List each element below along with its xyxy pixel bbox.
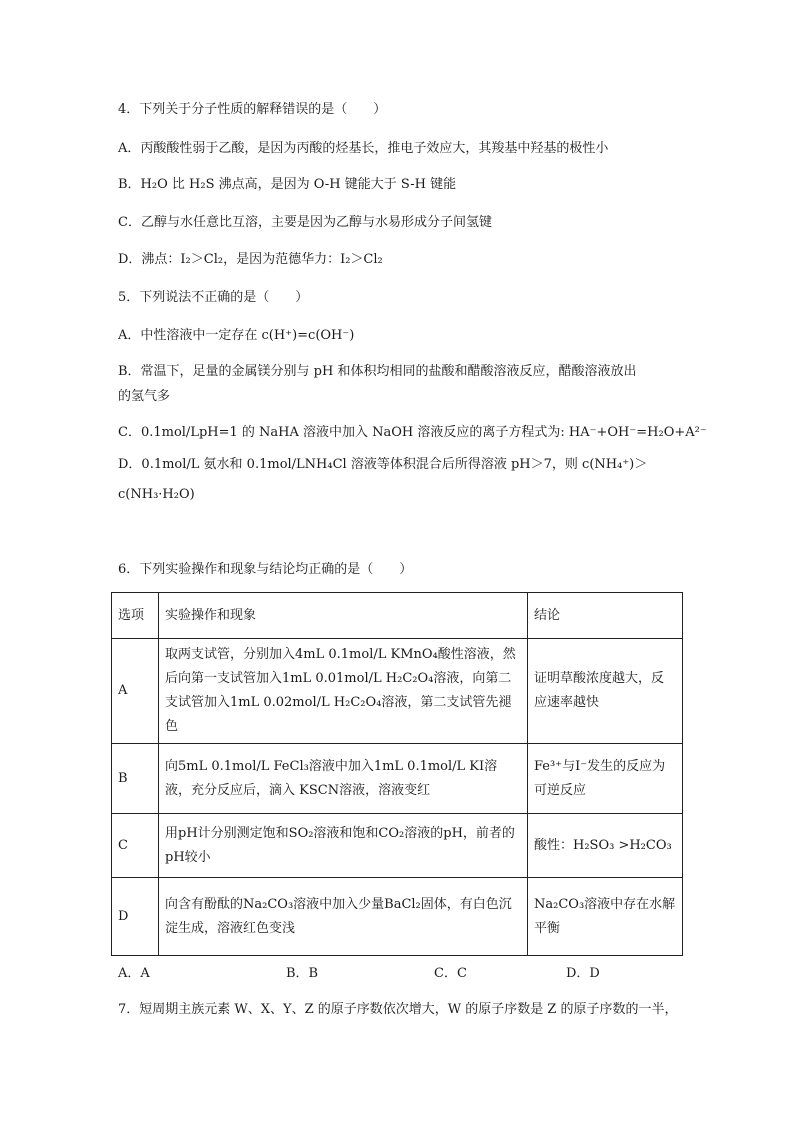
question-4-option-a: A．丙酸酸性弱于乙酸，是因为丙酸的烃基长，推电子效应大，其羧基中羟基的极性小 xyxy=(118,141,609,156)
row-option: C xyxy=(112,814,159,878)
table-row xyxy=(112,878,683,956)
question-5-option-b-line1: B．常温下，足量的金属镁分别与 pH 和体积均相同的盐酸和醋酸溶液反应，醋酸溶液放出 xyxy=(118,364,637,379)
table-row xyxy=(112,814,683,878)
row-operation: 用pH计分别测定饱和SO₂溶液和饱和CO₂溶液的pH，前者的pH较小 xyxy=(159,814,528,878)
table-header-row xyxy=(112,593,683,639)
question-5-option-a: A．中性溶液中一定存在 c(H⁺)=c(OH⁻) xyxy=(118,328,355,343)
row-option: D xyxy=(112,878,159,956)
experiment-table xyxy=(111,592,683,956)
row-conclusion: Na₂CO₃溶液中存在水解平衡 xyxy=(528,878,683,956)
question-5-option-d-line2: c(NH₃·H₂O) xyxy=(118,487,195,502)
question-5-option-b-line2: 的氢气多 xyxy=(118,389,171,404)
row-conclusion: 酸性：H₂SO₃ >H₂CO₃ xyxy=(528,814,683,878)
question-6-option-a: A．A xyxy=(118,966,150,981)
question-6-option-b: B．B xyxy=(286,966,319,981)
question-4-option-d: D．沸点：I₂＞Cl₂，是因为范德华力：I₂＞Cl₂ xyxy=(118,252,383,267)
header-option: 选项 xyxy=(112,593,159,639)
question-4-option-b: B．H₂O 比 H₂S 沸点高，是因为 O-H 键能大于 S-H 键能 xyxy=(118,177,457,192)
question-5-option-c: C．0.1mol/LpH=1 的 NaHA 溶液中加入 NaOH 溶液反应的离子方程式为: HA⁻+OH⁻=H₂O+A²⁻ xyxy=(118,425,707,440)
question-5-stem: 5．下列说法不正确的是（ ） xyxy=(118,290,309,305)
question-6-stem: 6．下列实验操作和现象与结论均正确的是（ ） xyxy=(118,562,413,577)
question-4-option-c: C．乙醇与水任意比互溶，主要是因为乙醇与水易形成分子间氢键 xyxy=(118,215,492,230)
question-4-stem: 4．下列关于分子性质的解释错误的是（ ） xyxy=(118,102,387,117)
question-6-option-d: D．D xyxy=(566,966,600,981)
row-operation: 取两支试管，分别加入4mL 0.1mol/L KMnO₄酸性溶液，然后向第一支试管加入1mL 0.01mol/L H₂C₂O₄溶液，向第二支试管加入1mL 0.02mol/L H₂C₂O₄溶液，第二支试管先褪色 xyxy=(159,639,528,744)
question-5-option-d-line1: D．0.1mol/L 氨水和 0.1mol/LNH₄Cl 溶液等体积混合后所得溶液 pH＞7，则 c(NH₄⁺)＞ xyxy=(118,457,648,472)
question-6-option-c: C．C xyxy=(434,966,467,981)
question-6-options xyxy=(118,962,618,980)
table-row xyxy=(112,639,683,744)
question-7-stem: 7．短周期主族元素 W、X、Y、Z 的原子序数依次增大，W 的原子序数是 Z 的原子序数的一半， xyxy=(118,1002,678,1017)
row-operation: 向含有酚酞的Na₂CO₃溶液中加入少量BaCl₂固体，有白色沉淀生成，溶液红色变浅 xyxy=(159,878,528,956)
header-conclusion: 结论 xyxy=(528,593,683,639)
row-operation: 向5mL 0.1mol/L FeCl₃溶液中加入1mL 0.1mol/L KI溶液，充分反应后，滴入 KSCN溶液，溶液变红 xyxy=(159,744,528,814)
table-row xyxy=(112,744,683,814)
row-option: A xyxy=(112,639,159,744)
row-option: B xyxy=(112,744,159,814)
header-operation: 实验操作和现象 xyxy=(159,593,528,639)
row-conclusion: Fe³⁺与I⁻发生的反应为可逆反应 xyxy=(528,744,683,814)
row-conclusion: 证明草酸浓度越大，反应速率越快 xyxy=(528,639,683,744)
